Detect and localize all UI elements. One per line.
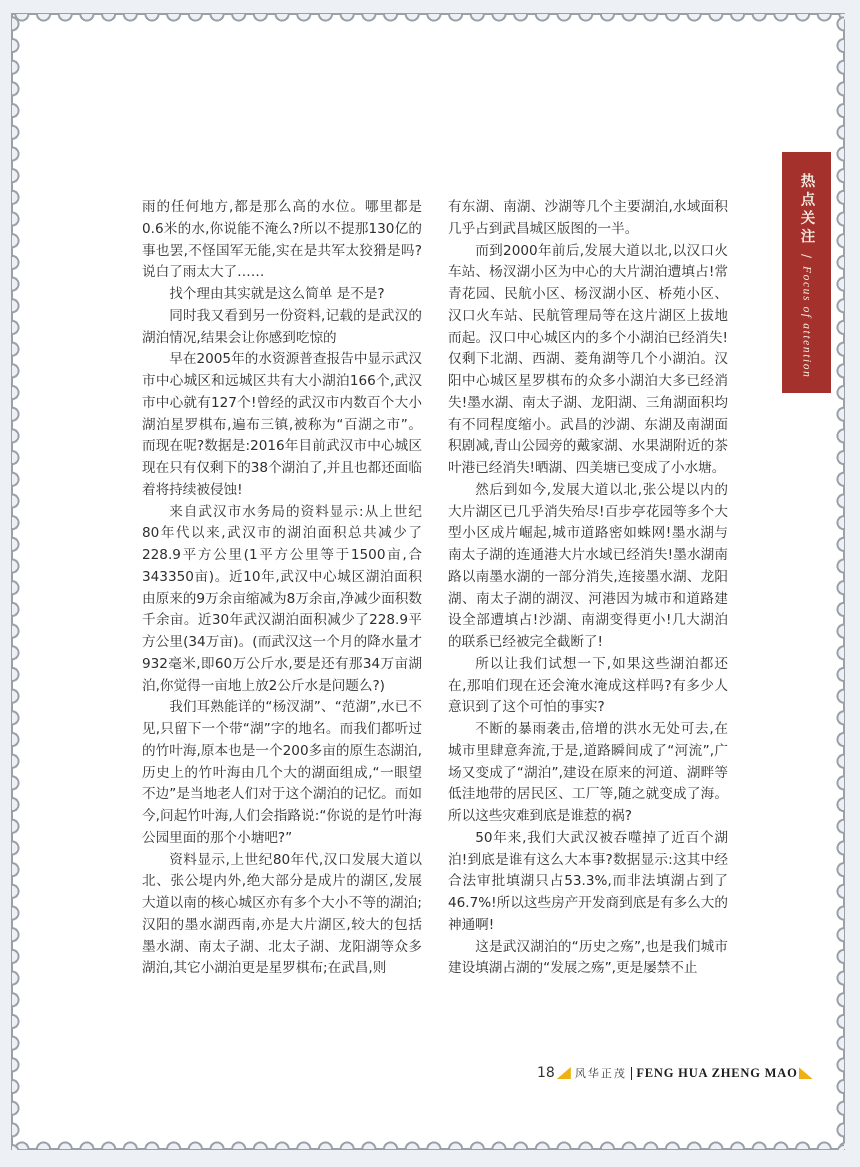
paragraph: 我们耳熟能详的“杨汊湖”、“范湖”,水已不见,只留下一个带“湖”字的地名。而我们都听过的竹叶海,原本也是一个200多亩的原生态湖泊,历史上的竹叶海由几个大的湖面组成,“一眼望不边”是当地老人们对于这个湖泊的记忆。而如今,问起竹叶海,人们会指路说:“你说的是竹叶海公园里面的那个小塘吧?” xyxy=(142,699,422,846)
gold-triangle-left-icon xyxy=(557,1067,571,1079)
perforation-right-edge xyxy=(835,13,844,1150)
footer-brand-chinese: 风华正茂 xyxy=(574,1067,627,1080)
tab-separator: / xyxy=(799,254,814,259)
paragraph: 然后到如今,发展大道以北,张公堤以内的大片湖区已几乎消失殆尽!百步亭花园等多个大型小区成片崛起,城市道路密如蛛网!墨水湖与南太子湖的连通港大片水域已经消失!墨水湖南路以南墨水湖的一部分消失,连接墨水湖、龙阳湖、南太子湖的湖汊、河港因为城市和道路建设全部遭填占!沙湖、南湖变得更小!几大湖泊的联系已经被完全截断了! xyxy=(448,481,728,650)
article-right-column xyxy=(448,197,728,980)
paragraph: 不断的暴雨袭击,倍增的洪水无处可去,在城市里肆意奔流,于是,道路瞬间成了“河流”,广场又变成了“湖泊”,建设在原来的河道、湖畔等低洼地带的居民区、工厂等,随之就变成了海。所以这些灾难到底是谁惹的祸? xyxy=(448,721,728,824)
paragraph: 来自武汉市水务局的资料显示:从上世纪80年代以来,武汉市的湖泊面积总共减少了228.9平方公里(1平方公里等于1500亩,合343350亩)。近10年,武汉中心城区湖泊面积由原来的9万余亩缩减为8万余亩,净减少面积数千余亩。近30年武汉湖泊面积减少了228.9平方公里(34万亩)。(而武汉这一个月的降水量才932毫米,即60万公斤水,要是还有那34万亩湖泊,你觉得一亩地上放2公斤水是问题么?) xyxy=(142,503,422,694)
tab-label-chinese: 热点关注 xyxy=(798,173,815,247)
gold-triangle-right-icon xyxy=(799,1067,813,1079)
article-left-column xyxy=(142,197,422,980)
paragraph: 这是武汉湖泊的“历史之殇”,也是我们城市建设填湖占湖的“发展之殇”,更是屡禁不止 xyxy=(448,938,728,977)
paragraph: 有东湖、南湖、沙湖等几个主要湖泊,水域面积几乎占到武昌城区版图的一半。 xyxy=(448,199,728,237)
paragraph: 雨的任何地方,都是那么高的水位。哪里都是0.6米的水,你说能不淹么?所以不提那130亿的事也罢,不怪国军无能,实在是共军太狡猾是吗?说白了雨太大了…… xyxy=(142,199,422,281)
paragraph: 早在2005年的水资源普查报告中显示武汉市中心城区和远城区共有大小湖泊166个,武汉市中心就有127个!曾经的武汉市内数百个大小湖泊星罗棋布,遍布三镇,被称为“百湖之市”。而现在呢?数据是:2016年目前武汉市中心城区现在只有仅剩下的38个湖泊了,并且也都还面临着将持续被侵蚀! xyxy=(142,351,422,498)
perforation-top-edge xyxy=(11,14,845,23)
paragraph: 资料显示,上世纪80年代,汉口发展大道以北、张公堤内外,绝大部分是成片的湖区,发展大道以南的核心城区亦有多个大小不等的湖泊;汉阳的墨水湖西南,亦是大片湖区,较大的包括墨水湖、南太子湖、北太子湖、龙阳湖等众多湖泊,其它小湖泊更是星罗棋布;在武昌,则 xyxy=(142,851,422,977)
perforation-bottom-edge xyxy=(11,1140,845,1149)
focus-of-attention-tab xyxy=(782,152,831,393)
paragraph: 所以让我们试想一下,如果这些湖泊都还在,那咱们现在还会淹水淹成这样吗?有多少人意识到了这个可怕的事实? xyxy=(448,655,728,716)
paragraph: 而到2000年前后,发展大道以北,以汉口火车站、杨汊湖小区为中心的大片湖泊遭填占!常青花园、民航小区、杨汊湖小区、桥苑小区、汉口火车站、民航管理局等在这片湖区上拔地而起。汉口中心城区内的多个小湖泊已经消失!仅剩下北湖、西湖、菱角湖等几个小湖泊。汉阳中心城区星罗棋布的众多小湖泊大多已经消失!墨水湖、南太子湖、龙阳湖、三角湖面积均有不同程度缩小。武昌的沙湖、东湖及南湖面积剧减,青山公园旁的戴家湖、水果湖附近的茶叶港已经消失!晒湖、四美塘已变成了小水塘。 xyxy=(448,242,728,476)
footer-brand-english: FENG HUA ZHENG MAO xyxy=(636,1065,798,1080)
paragraph: 找个理由其实就是这么简单 是不是? xyxy=(169,286,385,302)
page-footer xyxy=(537,1064,813,1082)
focus-tab-text xyxy=(799,173,815,379)
paragraph: 50年来,我们大武汉被吞噬掉了近百个湖泊!到底是谁有这么大本事?数据显示:这其中经合法审批填湖只占53.3%,而非法填湖占到了46.7%!所以这些房产开发商到底是有多么大的神通啊! xyxy=(448,829,728,933)
page-number: 18 xyxy=(537,1065,555,1081)
footer-divider xyxy=(631,1067,633,1080)
tab-label-english: Focus of attention xyxy=(800,266,813,379)
paragraph: 同时我又看到另一份资料,记载的是武汉的湖泊情况,结果会让你感到吃惊的 xyxy=(142,307,422,346)
perforation-left-edge xyxy=(12,13,21,1150)
